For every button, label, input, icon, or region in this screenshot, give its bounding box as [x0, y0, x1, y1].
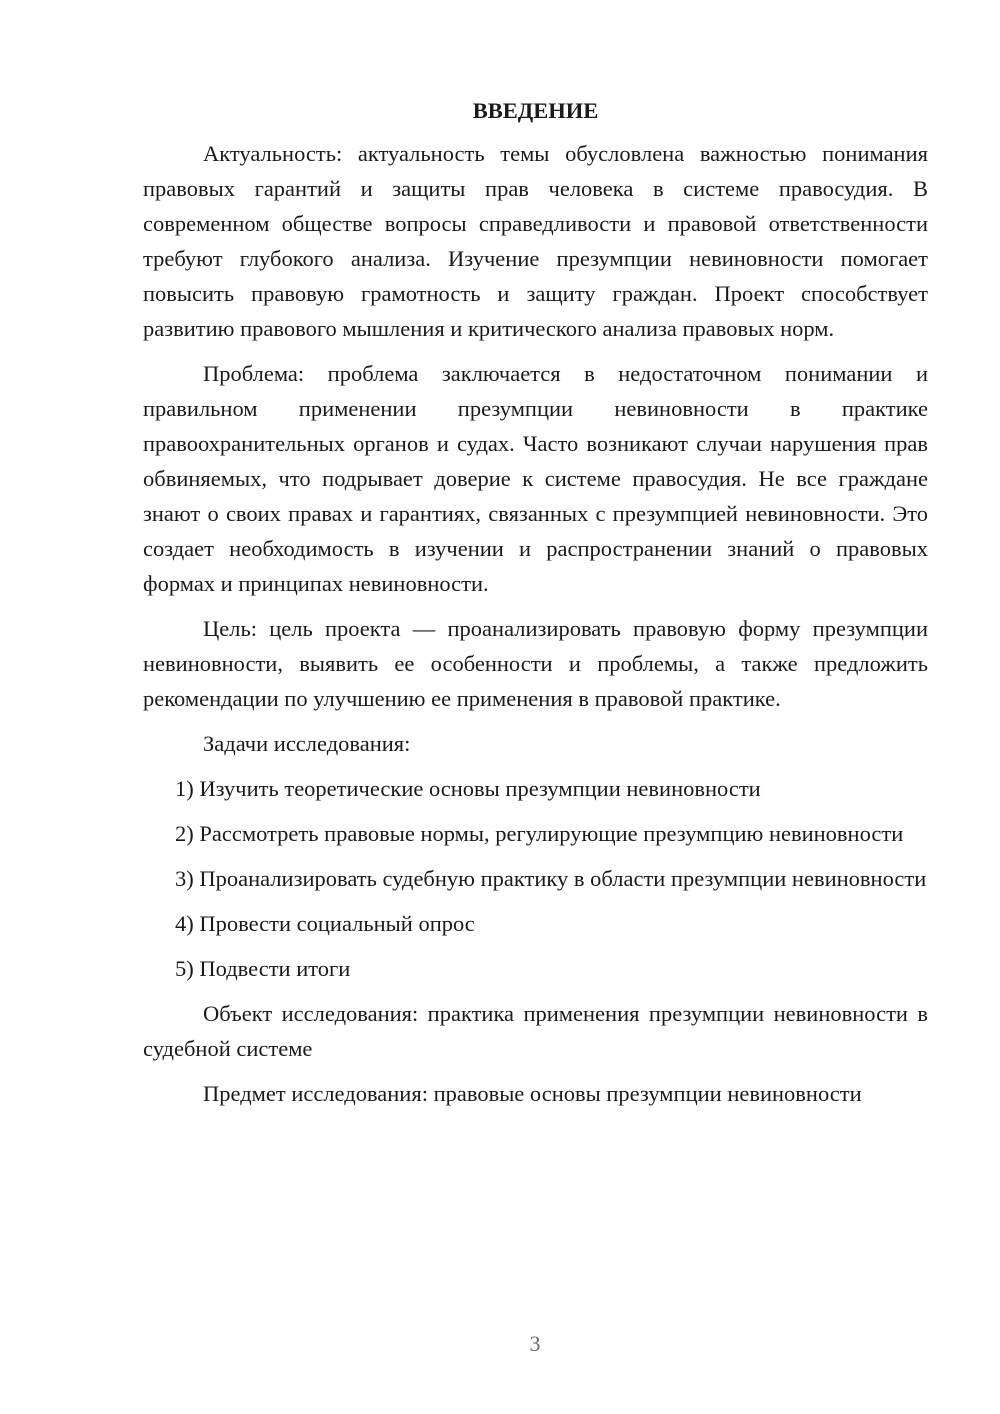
task-item-5: 5) Подвести итоги [175, 956, 351, 981]
page-number: 3 [529, 1331, 541, 1356]
paragraph-problem: Проблема: проблема заключается в недостаточном понимании и правильном применении презумпции невиновности в практике правоохранительных органов и судах. Часто возникают случаи нарушения прав обвиняемых, что подрывает доверие к системе правосудия. Не все граждане знают о своих правах и гарантиях, связанных с презумпцией невиновности. Это создает необходимость в изучении и распространении знаний о правовых формах и принципах невиновности. [143, 361, 928, 596]
paragraph-object: Объект исследования: практика применения презумпции невиновности в судебной системе [143, 1001, 928, 1061]
paragraph-subject: Предмет исследования: правовые основы презумпции невиновности [203, 1081, 862, 1106]
paragraph-goal: Цель: цель проекта — проанализировать правовую форму презумпции невиновности, выявить ее особенности и проблемы, а также предложить рекомендации по улучшению ее применения в правовой практике. [143, 616, 928, 711]
task-item-4: 4) Провести социальный опрос [175, 911, 475, 936]
page-content [143, 96, 928, 1121]
task-item-2: 2) Рассмотреть правовые нормы, регулирующие презумпцию невиновности [175, 821, 904, 846]
page-title: ВВЕДЕНИЕ [472, 98, 599, 123]
paragraph-relevance: Актуальность: актуальность темы обусловлена важностью понимания правовых гарантий и защиты прав человека в системе правосудия. В современном обществе вопросы справедливости и правовой ответственности требуют глубокого анализа. Изучение презумпции невиновности помогает повысить правовую грамотность и защиту граждан. Проект способствует развитию правового мышления и критического анализа правовых норм. [143, 141, 928, 341]
task-item-3: 3) Проанализировать судебную практику в области презумпции невиновности [175, 866, 927, 891]
tasks-title: Задачи исследования: [203, 731, 411, 756]
task-item-1: 1) Изучить теоретические основы презумпции невиновности [175, 776, 761, 801]
